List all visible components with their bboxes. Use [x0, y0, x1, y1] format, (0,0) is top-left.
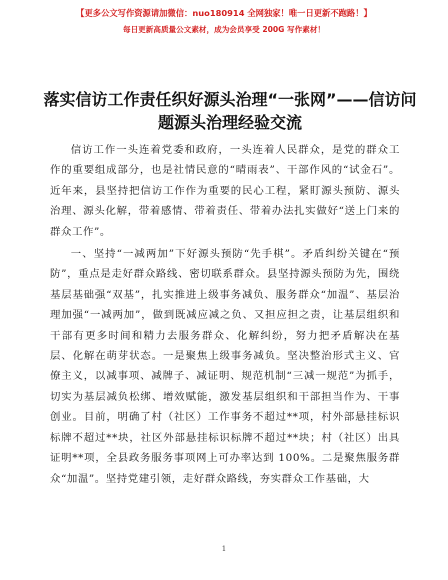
- paragraph-section-1: 一、坚持“一减两加”下好源头预防“先手棋”。矛盾纠纷关键在“预防”，重点是走好群众路线、密切联系群众。县坚持源头预防为先，围绕基层基础强“双基”，扎实推进上级事务减负、服务群众“加温”、基层治理加强“一减两加”，做到既减应减之负、又担应担之责，让基层组织和干部有更多时间和精力去服务群众、化解纠纷，努力把矛盾解决在基层、化解在萌芽状态。一是聚焦上级事务减负。坚决整治形式主义、官僚主义，以减事项、减牌子、减证明、规范机制“三减一规范”为抓手，切实为基层减负松绑、增效赋能，激发基层组织和干部担当作为、干事创业。目前，明确了村（社区）工作事务不超过**项，村外部悬挂标识标牌不超过**块，社区外部悬挂标识标牌不超过**块；村（社区）出具证明**项，全县政务服务事项网上可办率达到 100%。二是聚焦服务群众“加温”。坚持党建引领，走好群众路线，夯实群众工作基础，大: [50, 248, 400, 485]
- promo-banner-line-1: 【更多公文写作资源请加微信：nuo180914 全网独家！唯一日更新不跑路！】: [76, 8, 372, 18]
- promo-banner-line-2: 每日更新高质量公文素材，成为会员享受 200G 写作素材！: [122, 25, 326, 34]
- document-title: 落实信访工作责任织好源头治理“一张网”——信访问题源头治理经验交流: [43, 90, 417, 132]
- page-number: 1: [221, 545, 227, 553]
- paragraph-intro: 信访工作一头连着党委和政府，一头连着人民群众，是党的群众工作的重要组成部分，也是社情民意的“晴雨表”、干部作风的“试金石”。近年来，县坚持把信访工作作为重要的民心工程，紧盯源头预防、源头治理、源头化解，带着感情、带着责任、带着办法扎实做好“送上门来的群众工作”。: [50, 144, 400, 238]
- document-body: [50, 140, 400, 491]
